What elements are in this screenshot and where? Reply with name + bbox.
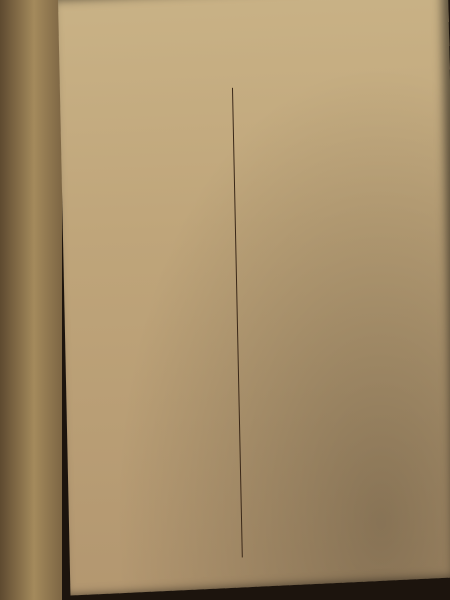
column-divider	[232, 88, 243, 558]
left-page	[0, 0, 62, 600]
book-page	[58, 0, 450, 596]
vocab-column-right	[236, 78, 421, 87]
vocab-column-left	[70, 87, 228, 94]
intro-paragraph	[77, 10, 407, 26]
